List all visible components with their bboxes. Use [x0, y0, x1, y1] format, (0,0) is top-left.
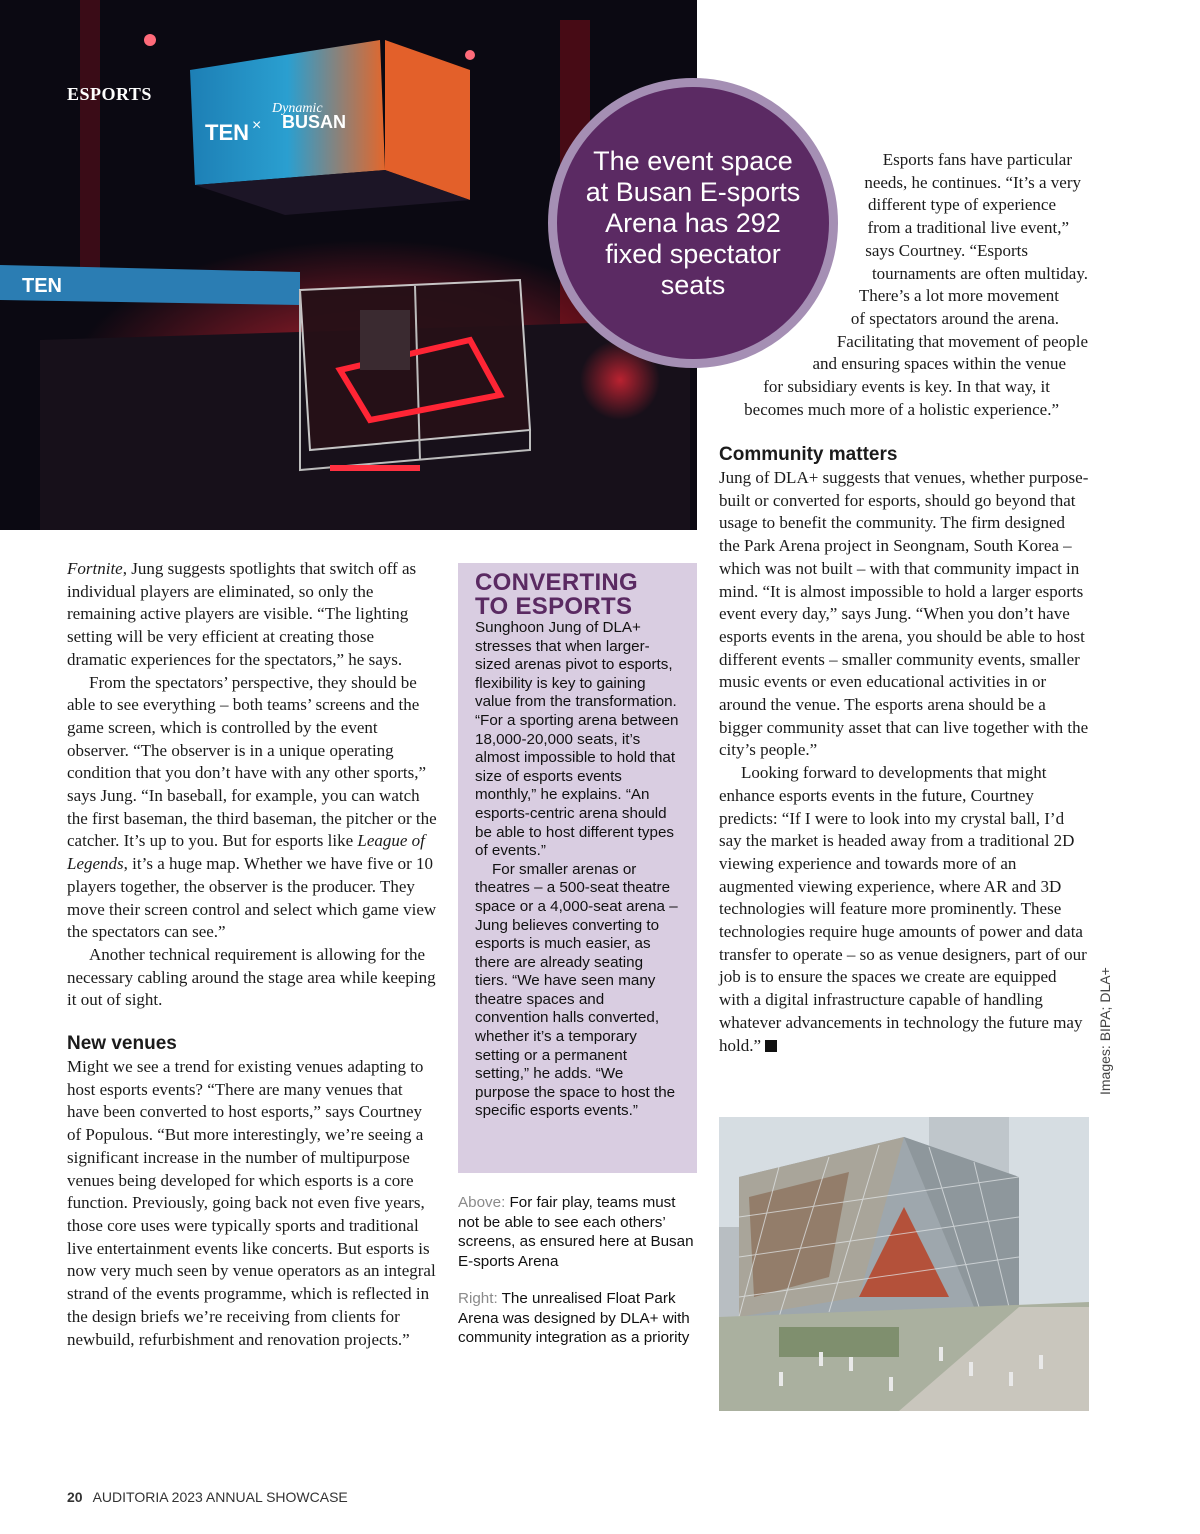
right-top-text [708, 149, 1088, 421]
subheading-community-matters: Community matters [719, 444, 898, 465]
sidebar-title-2: TO ESPORTS [475, 593, 633, 620]
sidebar-paragraph: Sunghoon Jung of DLA+ stresses that when larger-sized arenas pivot to esports, flexibility is key to gaining value from the transformation. “For a sporting arena between 18,000-20,000 seats, it’s almost impossible to hold that size of esports events monthly,” he explains. “An esports-centric arena should be able to host different types of events.” [475, 619, 679, 860]
page-number: 20 [67, 1489, 83, 1505]
text-line: for subsidiary events is key. In that way, it [763, 377, 1050, 397]
caption-lead: Right: [458, 1290, 498, 1307]
screen-cross: × [252, 117, 262, 134]
text-line: Facilitating that movement of people [836, 331, 1088, 351]
left-column [67, 558, 437, 1351]
sidebar-box [458, 563, 697, 1173]
paragraph [719, 762, 1089, 1057]
caption-right [458, 1289, 698, 1348]
text-line: says Courtney. “Esports [865, 240, 1028, 260]
arena-render-photo [719, 1117, 1089, 1411]
text-line: tournaments are often multiday. [871, 263, 1088, 283]
pull-quote-text: The event space at Busan E-sports Arena has 292 fixed spectator seats [585, 145, 801, 300]
ribbon-logo: TEN [22, 275, 62, 297]
caption-lead: Above: [458, 1194, 506, 1211]
italic-title: Fortnite [67, 559, 123, 578]
end-mark [765, 1040, 777, 1052]
section-label: ESPORTS [67, 84, 152, 104]
paragraph [67, 558, 437, 672]
paragraph: Might we see a trend for existing venues adapting to host esports events? “There are many venues that have been converted to host esports,” says Courtney of Populous. “But more interestingly, we’re seeing a significant increase in the number of multipurpose venues being developed for which esports is a core function. Previously, going back not even five years, those core uses were typically sports and traditional live entertainment events like concerts. But esports is now very much seen by venue operators as an integral strand of the events programme, which is reflected in the design briefs we’re receiving from clients for newbuild, refurbishment and renovation projects.” [67, 1057, 436, 1349]
sidebar-paragraph: For smaller arenas or theatres – a 500-seat theatre space or a 4,000-seat arena – Jung believes converting to esports is much easier, as there are already seating tiers. “We have seen many theatre spaces and convention halls converted, whether it’s a temporary setting or a permanent setting,” he adds. “We purpose the space to host the specific esports events.” [475, 860, 678, 1120]
publication-name: AUDITORIA 2023 ANNUAL SHOWCASE [92, 1489, 348, 1505]
paragraph-text: , Jung suggests spotlights that switch off as individual players are eliminated, so only the remaining active players are visible. “The lighting setting will be very efficient at creating those dramatic experiences for the spectators,” he says. [67, 559, 417, 669]
screen-brand-2: BUSAN [282, 112, 347, 132]
text-line: becomes much more of a holistic experience.” [744, 399, 1059, 419]
paragraph-text: Looking forward to developments that might enhance esports events in the future, Courtney predicts: “If I were to look into my crystal ball, I’d say the market is headed away from a traditional 2D viewing experience and towards more of an augmented viewing experience, where AR and 3D technologies will feature more prominently. These technologies require huge amounts of power and data transfer to operate – so as venue designers, part of our job is to ensure the spaces we create are equipped with a digital infrastructure capable of handling whatever advancements in technology the future may hold.” [719, 763, 1087, 1055]
image-credit: Images: BIPA; DLA+ [1097, 967, 1113, 1095]
text-line: Esports fans have particular [882, 150, 1072, 169]
text-line: from a traditional live event,” [867, 218, 1069, 238]
paragraph-text: , it’s a huge map. Whether we have five or 10 players together, the observer is the producer. They move their screen control and select which game view the spectators can see.” [67, 854, 437, 942]
text-line: of spectators around the arena. [850, 308, 1059, 328]
subheading-new-venues: New venues [67, 1033, 177, 1055]
caption-above [458, 1193, 698, 1271]
right-column [719, 443, 1089, 1057]
italic-title: League of Legends [67, 831, 425, 874]
text-line: needs, he continues. “It’s a very [864, 172, 1081, 192]
paragraph: Another technical requirement is allowing for the necessary cabling around the stage area while keeping it out of sight. [67, 944, 436, 1010]
sidebar-title-1: CONVERTING [475, 569, 639, 596]
caption-text: The unrealised Float Park Arena was designed by DLA+ with community integration as a priority [458, 1290, 690, 1346]
caption-text: For fair play, teams must not be able to see each others’ screens, as ensured here at Busan E-sports Arena [458, 1194, 694, 1270]
text-line: different type of experience [867, 195, 1056, 215]
paragraph [67, 672, 437, 944]
screen-logo-ten: TEN [205, 120, 249, 145]
page-footer [67, 1489, 348, 1505]
text-line: and ensuring spaces within the venue [812, 354, 1066, 374]
text-line: There’s a lot more movement [858, 286, 1059, 306]
paragraph-text: From the spectators’ perspective, they should be able to see everything – both teams’ screens and the game screen, which is controlled by the event observer. “The observer is in a unique operating condition that you don’t have with any other sports,” says Jung. “In baseball, for example, you can watch the first baseman, the third baseman, the pitcher or the catcher. It’s up to you. But for esports like [67, 672, 437, 851]
paragraph: Jung of DLA+ suggests that venues, whether purpose-built or converted for esports, should go beyond that usage to benefit the community. The firm designed the Park Arena project in Seongnam, South Korea – which was not built – with that community impact in mind. “It is almost impossible to hold a larger esports event every day,” says Jung. “When you don’t have esports events in the arena, you should be able to host different events – smaller community events, smaller music events or even educational activities in or around the venue. The esports arena should be a bigger community asset that can live together with the city’s people.” [719, 468, 1089, 760]
screen-brand-1: Dynamic [272, 101, 323, 116]
arena-render-illustration [719, 1117, 1089, 1411]
